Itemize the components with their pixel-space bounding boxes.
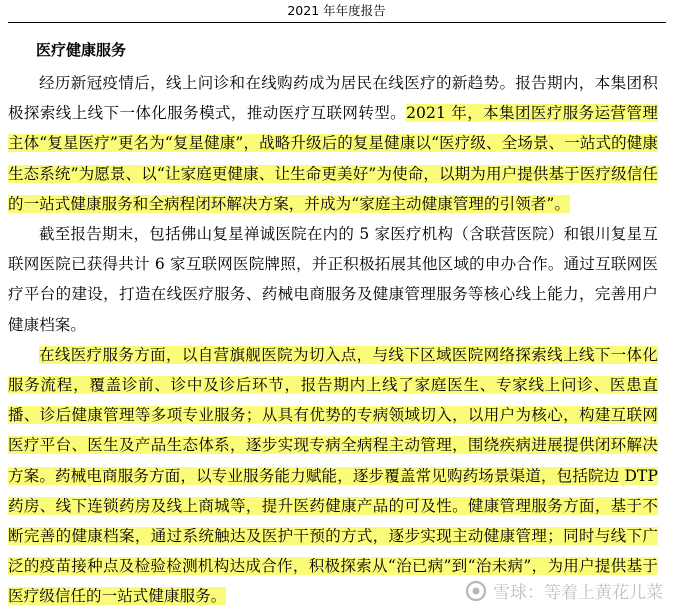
document-body (8, 40, 658, 612)
paragraph-3-highlight: 在线医疗服务方面，以自营旗舰医院为切入点，与线下区域医院网络探索线上线下一体化服务流程，覆盖诊前、诊中及诊后环节，报告期内上线了家庭医生、专家线上问诊、医患直播、诊后健康管理等多项专业服务；从具有优势的专病领域切入，以用户为核心，构建互联网医疗平台、医生及产品生态体系，逐步实现专病全病程主动管理，围绕疾病进展提供闭环解决方案。药械电商服务方面，以专业服务能力赋能，逐步覆盖常见购药场景渠道，包括院边 DTP 药房、线下连锁药房及线上商城等，提升医药健康产品的可及性。健康管理服务方面，基于不断完善的健康档案，通过系统触达及医护干预的方式，逐步实现主动健康管理；同时与线下广泛的疫苗接种点及检验检测机构达成合作，积极探索从“治已病”到“治未病”，为用户提供基于医疗级信任的一站式健康服务。 (8, 345, 658, 606)
header-divider (8, 22, 666, 23)
report-header: 2021 年年度报告 (287, 3, 386, 18)
watermark (463, 578, 663, 603)
paragraph-1-plain: 经历新冠疫情后，线上问诊和在线购药成为居民在线医疗的新趋势。报告期内，本集团积极探索线上线下一体化服务模式，推动医疗互联网转型。 (8, 74, 658, 123)
watermark-text: 雪球：等着上黄花儿菜 (493, 583, 663, 603)
paragraph-2: 截至报告期末，包括佛山复星禅诚医院在内的 5 家医疗机构（含联营医院）和银川复星互联网医院已获得共计 6 家互联网医院牌照，并正积极拓展其他区域的申办合作。通过互联网医疗平台的建设，打造在线医疗服务、药械电商服务及健康管理服务等核心线上能力，完善用户健康档案。 (8, 225, 658, 334)
paragraph-1-highlight: 2021 年，本集团医疗服务运营管理主体“复星医疗”更名为“复星健康”，战略升级后的复星健康以“医疗级、全场景、一站式的健康生态系统”为愿景、以“让家庭更健康、让生命更美好”为使命，以期为用户提供基于医疗级信任的一站式健康服务和全病程闭环解决方案，并成为“家庭主动健康管理的引领者”。 (8, 104, 658, 213)
paragraph-3 (8, 340, 658, 612)
paragraph-1 (8, 68, 658, 219)
section-title: 医疗健康服务 (36, 41, 127, 59)
snowball-logo-icon (463, 580, 489, 602)
